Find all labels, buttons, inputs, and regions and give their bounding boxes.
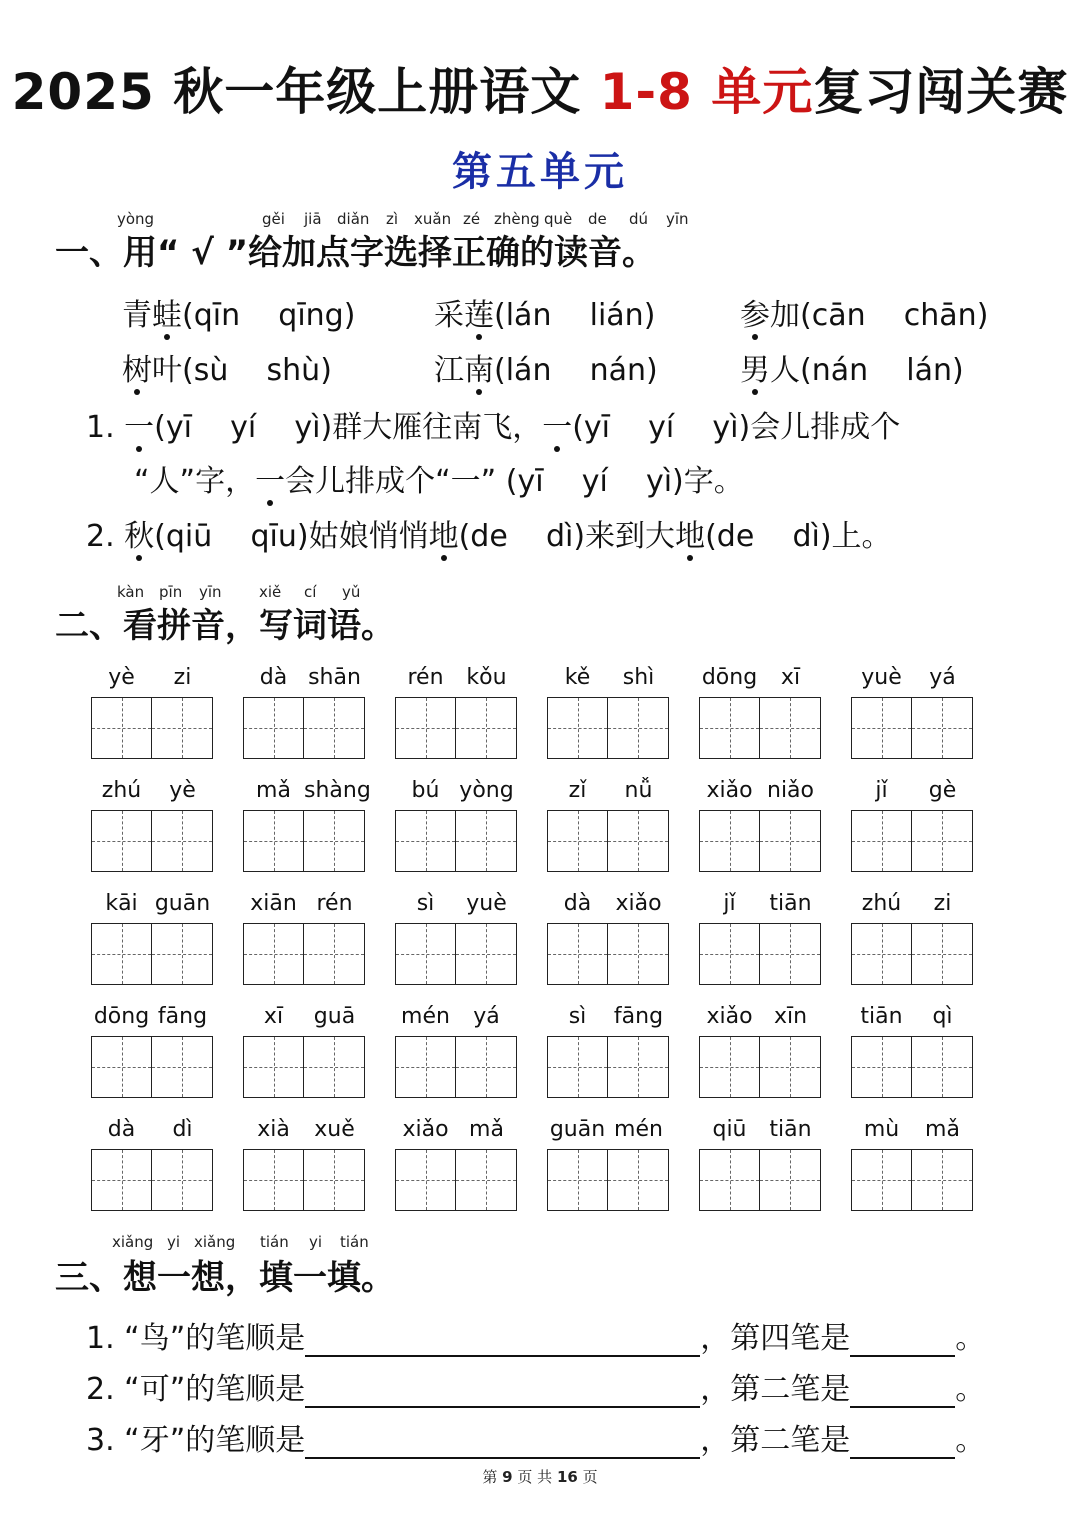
tianzige-box[interactable]: [547, 923, 669, 985]
syllable: yá: [929, 665, 956, 690]
syllable: dà: [107, 1117, 136, 1142]
word-pinyin: [851, 778, 973, 808]
syllable: sì: [568, 1004, 587, 1029]
tianzige-square[interactable]: [912, 924, 972, 984]
syllable: dōng: [93, 1004, 150, 1029]
word-pinyin: [699, 1117, 821, 1147]
word-pinyin: [243, 1117, 365, 1147]
syllable: yuè: [861, 665, 902, 690]
tianzige-square[interactable]: [912, 698, 972, 758]
syllable: rén: [407, 665, 444, 690]
tianzige-square[interactable]: [548, 811, 608, 871]
tianzige-box[interactable]: [243, 923, 365, 985]
word-writing-cell[interactable]: [851, 778, 973, 878]
tianzige-box[interactable]: [851, 810, 973, 872]
tianzige-square[interactable]: [304, 698, 364, 758]
syllable: fāng: [157, 1004, 208, 1029]
tianzige-square[interactable]: [852, 1037, 912, 1097]
word-pinyin: [91, 665, 213, 695]
word-writing-cell[interactable]: [851, 891, 973, 991]
word-writing-cell[interactable]: [243, 891, 365, 991]
word-writing-cell[interactable]: [395, 891, 517, 991]
word-writing-cell[interactable]: [91, 1004, 213, 1104]
reading-item: 青蛙(qīn qīng): [122, 290, 355, 334]
word-writing-cell[interactable]: [851, 1004, 973, 1104]
question-1-line-1: 1. 一(yī yí yì)群大雁往南飞，一(yī yí yì)会儿排成个: [86, 402, 900, 446]
syllable: xiǎo: [706, 1004, 753, 1029]
heading-pinyin: cí: [304, 583, 317, 601]
syllable: xiān: [250, 891, 297, 916]
heading-pinyin: kàn: [117, 583, 145, 601]
heading-pinyin: tián: [340, 1233, 369, 1251]
word-pinyin: [395, 891, 517, 921]
heading-pinyin: de: [588, 210, 607, 228]
tianzige-square[interactable]: [608, 698, 668, 758]
word-pinyin: [395, 665, 517, 695]
heading-pinyin: yòng: [117, 210, 155, 228]
syllable: guān: [549, 1117, 606, 1142]
syllable: xuě: [314, 1117, 355, 1142]
page-number: 第 9 页 共 16 页: [482, 1468, 598, 1486]
tianzige-box[interactable]: [91, 1149, 213, 1211]
heading-pinyin: yǔ: [342, 583, 361, 601]
tianzige-box[interactable]: [91, 697, 213, 759]
tianzige-square[interactable]: [700, 924, 760, 984]
tianzige-square[interactable]: [244, 698, 304, 758]
syllable: yuè: [466, 891, 507, 916]
tianzige-box[interactable]: [395, 1149, 517, 1211]
tianzige-square[interactable]: [92, 924, 152, 984]
heading-pinyin: diǎn: [337, 210, 370, 228]
tianzige-square[interactable]: [548, 1150, 608, 1210]
tianzige-box[interactable]: [395, 1036, 517, 1098]
heading-pinyin: dú: [629, 210, 649, 228]
tianzige-square[interactable]: [700, 1150, 760, 1210]
unit-subtitle: 第五单元: [452, 148, 628, 195]
word-pinyin: [91, 1004, 213, 1034]
syllable: rén: [316, 891, 353, 916]
tianzige-square[interactable]: [152, 811, 212, 871]
syllable: nǚ: [624, 778, 653, 803]
tianzige-square[interactable]: [608, 1150, 668, 1210]
tianzige-square[interactable]: [700, 1037, 760, 1097]
tianzige-square[interactable]: [396, 1037, 456, 1097]
word-writing-cell[interactable]: [547, 891, 669, 991]
tianzige-box[interactable]: [395, 810, 517, 872]
stroke-order-question: 2. “可”的笔顺是 ，第二笔是 。: [86, 1372, 986, 1407]
syllable: tiān: [769, 891, 812, 916]
heading-pinyin: xiǎng: [194, 1233, 236, 1251]
tianzige-box[interactable]: [851, 1036, 973, 1098]
tianzige-square[interactable]: [760, 811, 820, 871]
syllable: kǒu: [466, 665, 507, 690]
tianzige-square[interactable]: [152, 698, 212, 758]
word-writing-cell[interactable]: [395, 1004, 517, 1104]
syllable: qì: [932, 1004, 953, 1029]
syllable: xī: [780, 665, 801, 690]
syllable: fāng: [613, 1004, 664, 1029]
word-writing-cell[interactable]: [395, 665, 517, 765]
title-unit-range: 1-8 单元: [599, 63, 814, 121]
tianzige-box[interactable]: [699, 1036, 821, 1098]
heading-pinyin: jiā: [304, 210, 322, 228]
syllable: xià: [257, 1117, 290, 1142]
word-writing-cell[interactable]: [547, 1004, 669, 1104]
word-writing-cell[interactable]: [547, 665, 669, 765]
tianzige-square[interactable]: [852, 924, 912, 984]
tianzige-box[interactable]: [851, 1149, 973, 1211]
word-pinyin: [851, 665, 973, 695]
tianzige-square[interactable]: [852, 1150, 912, 1210]
syllable: mǎ: [256, 778, 291, 803]
word-pinyin: [395, 1117, 517, 1147]
answer-blank[interactable]: [305, 1376, 700, 1408]
syllable: guā: [313, 1004, 356, 1029]
tianzige-box[interactable]: [91, 923, 213, 985]
syllable: gè: [928, 778, 957, 803]
word-writing-cell[interactable]: [395, 778, 517, 878]
word-pinyin: [91, 778, 213, 808]
tianzige-square[interactable]: [456, 1150, 516, 1210]
tianzige-square[interactable]: [608, 924, 668, 984]
syllable: jǐ: [875, 778, 888, 803]
tianzige-square[interactable]: [760, 1150, 820, 1210]
syllable: xī: [263, 1004, 284, 1029]
syllable: xiǎo: [402, 1117, 449, 1142]
word-writing-cell[interactable]: [91, 891, 213, 991]
tianzige-box[interactable]: [547, 810, 669, 872]
tianzige-box[interactable]: [699, 810, 821, 872]
word-pinyin: [547, 1117, 669, 1147]
syllable: mén: [401, 1004, 450, 1029]
syllable: mù: [863, 1117, 900, 1142]
heading-pinyin: yi: [167, 1233, 181, 1251]
syllable: dōng: [701, 665, 758, 690]
word-pinyin: [91, 1117, 213, 1147]
syllable: yè: [108, 665, 135, 690]
word-pinyin: [547, 665, 669, 695]
syllable: niǎo: [767, 778, 814, 803]
tianzige-square[interactable]: [244, 1037, 304, 1097]
tianzige-square[interactable]: [244, 924, 304, 984]
heading-pinyin: xiě: [259, 583, 282, 601]
tianzige-square[interactable]: [760, 1037, 820, 1097]
tianzige-box[interactable]: [547, 1149, 669, 1211]
tianzige-square[interactable]: [608, 811, 668, 871]
tianzige-box[interactable]: [243, 697, 365, 759]
tianzige-square[interactable]: [152, 924, 212, 984]
word-writing-cell[interactable]: [699, 778, 821, 878]
tianzige-square[interactable]: [456, 811, 516, 871]
tianzige-square[interactable]: [852, 811, 912, 871]
answer-blank[interactable]: [305, 1325, 700, 1357]
heading-pinyin: zì: [386, 210, 399, 228]
reading-item: 参加(cān chān): [740, 290, 988, 334]
answer-blank[interactable]: [850, 1427, 955, 1459]
syllable: mǎ: [469, 1117, 504, 1142]
heading-pinyin: tián: [260, 1233, 289, 1251]
syllable: xīn: [773, 1004, 808, 1029]
syllable: tiān: [769, 1117, 812, 1142]
tianzige-box[interactable]: [547, 1036, 669, 1098]
syllable: sì: [416, 891, 435, 916]
word-pinyin: [395, 778, 517, 808]
heading-pinyin: xiǎng: [112, 1233, 154, 1251]
word-writing-cell[interactable]: [699, 1117, 821, 1217]
tianzige-square[interactable]: [608, 1037, 668, 1097]
tianzige-box[interactable]: [395, 697, 517, 759]
heading-pinyin: yīn: [666, 210, 689, 228]
tianzige-box[interactable]: [547, 697, 669, 759]
tianzige-square[interactable]: [700, 811, 760, 871]
syllable: mén: [614, 1117, 663, 1142]
word-writing-cell[interactable]: [243, 1117, 365, 1217]
word-writing-cell[interactable]: [243, 1004, 365, 1104]
syllable: yá: [473, 1004, 500, 1029]
heading-pinyin: yi: [309, 1233, 323, 1251]
word-writing-cell[interactable]: [851, 1117, 973, 1217]
answer-blank[interactable]: [305, 1427, 700, 1459]
reading-item: 江南(lán nán): [434, 345, 658, 389]
word-writing-cell[interactable]: [547, 1117, 669, 1217]
syllable: guān: [154, 891, 211, 916]
syllable: zhú: [861, 891, 902, 916]
heading-pinyin: zé: [463, 210, 481, 228]
tianzige-square[interactable]: [304, 1150, 364, 1210]
word-pinyin: [91, 891, 213, 921]
stroke-order-question: 3. “牙”的笔顺是 ，第二笔是 。: [86, 1423, 986, 1458]
tianzige-square[interactable]: [548, 1037, 608, 1097]
word-pinyin: [699, 778, 821, 808]
tianzige-box[interactable]: [91, 810, 213, 872]
word-writing-cell[interactable]: [699, 665, 821, 765]
word-writing-cell[interactable]: [243, 778, 371, 878]
tianzige-square[interactable]: [760, 924, 820, 984]
tianzige-box[interactable]: [699, 923, 821, 985]
tianzige-square[interactable]: [244, 811, 304, 871]
tianzige-box[interactable]: [243, 810, 365, 872]
syllable: dì: [172, 1117, 193, 1142]
question-2: 2. 秋(qiū qīu)姑娘悄悄地(de dì)来到大地(de dì)上。: [86, 511, 892, 555]
syllable: xiǎo: [706, 778, 753, 803]
tianzige-box[interactable]: [243, 1036, 365, 1098]
word-writing-cell[interactable]: [547, 778, 669, 878]
syllable: shān: [308, 665, 361, 690]
syllable: dà: [563, 891, 592, 916]
page-title: 2025 秋一年级上册语文 1-8 单元复习闯关赛: [11, 63, 1069, 121]
word-pinyin: [851, 1117, 973, 1147]
tianzige-square[interactable]: [152, 1037, 212, 1097]
reading-item: 男人(nán lán): [740, 345, 964, 389]
tianzige-box[interactable]: [851, 697, 973, 759]
tianzige-square[interactable]: [304, 1037, 364, 1097]
answer-blank[interactable]: [850, 1376, 955, 1408]
tianzige-square[interactable]: [92, 698, 152, 758]
word-pinyin: [243, 778, 371, 808]
word-pinyin: [851, 1004, 973, 1034]
word-writing-cell[interactable]: [851, 665, 973, 765]
tianzige-square[interactable]: [396, 1150, 456, 1210]
word-pinyin: [243, 1004, 365, 1034]
tianzige-box[interactable]: [699, 697, 821, 759]
tianzige-square[interactable]: [456, 1037, 516, 1097]
stroke-order-question: 1. “鸟”的笔顺是 ，第四笔是 。: [86, 1321, 986, 1356]
syllable: qiū: [712, 1117, 747, 1142]
tianzige-square[interactable]: [396, 698, 456, 758]
word-writing-cell[interactable]: [243, 665, 365, 765]
tianzige-square[interactable]: [92, 1150, 152, 1210]
reading-item: 采莲(lán lián): [434, 290, 655, 334]
syllable: zhú: [101, 778, 142, 803]
tianzige-box[interactable]: [699, 1149, 821, 1211]
tianzige-box[interactable]: [851, 923, 973, 985]
syllable: kāi: [105, 891, 138, 916]
word-pinyin: [243, 891, 365, 921]
word-writing-cell[interactable]: [699, 1004, 821, 1104]
heading-pinyin: xuǎn: [414, 210, 452, 228]
word-pinyin: [699, 1004, 821, 1034]
tianzige-square[interactable]: [304, 811, 364, 871]
tianzige-square[interactable]: [548, 698, 608, 758]
question-1-line-2: “人”字，一会儿排成个“一” (yī yí yì)字。: [134, 456, 744, 500]
word-pinyin: [851, 891, 973, 921]
word-writing-cell[interactable]: [91, 665, 213, 765]
word-pinyin: [547, 1004, 669, 1034]
section-2-heading: 二、看拼音，写词语。: [55, 606, 395, 646]
section-3-heading: 三、想一想，填一填。: [55, 1258, 395, 1298]
heading-pinyin: zhèng: [494, 210, 540, 228]
tianzige-square[interactable]: [396, 924, 456, 984]
word-writing-cell[interactable]: [699, 891, 821, 991]
word-pinyin: [547, 778, 669, 808]
tianzige-box[interactable]: [395, 923, 517, 985]
syllable: yè: [169, 778, 196, 803]
syllable: shàng: [304, 778, 371, 803]
word-pinyin: [699, 891, 821, 921]
word-writing-cell[interactable]: [91, 778, 213, 878]
tianzige-square[interactable]: [700, 698, 760, 758]
syllable: yòng: [459, 778, 514, 803]
syllable: dà: [259, 665, 288, 690]
section-1-heading: 一、用“ √ ”给加点字选择正确的读音。: [55, 233, 657, 273]
tianzige-square[interactable]: [912, 1150, 972, 1210]
tianzige-square[interactable]: [244, 1150, 304, 1210]
tianzige-square[interactable]: [456, 924, 516, 984]
tianzige-box[interactable]: [243, 1149, 365, 1211]
tianzige-square[interactable]: [456, 698, 516, 758]
heading-pinyin: què: [544, 210, 573, 228]
syllable: zi: [173, 665, 192, 690]
heading-pinyin: pīn: [159, 583, 183, 601]
syllable: tiān: [860, 1004, 903, 1029]
answer-blank[interactable]: [850, 1325, 955, 1357]
syllable: zi: [933, 891, 952, 916]
tianzige-square[interactable]: [912, 1037, 972, 1097]
tianzige-square[interactable]: [548, 924, 608, 984]
word-pinyin: [395, 1004, 517, 1034]
heading-pinyin: gěi: [262, 210, 285, 228]
syllable: zǐ: [568, 778, 587, 803]
word-pinyin: [699, 665, 821, 695]
syllable: mǎ: [925, 1117, 960, 1142]
tianzige-square[interactable]: [852, 698, 912, 758]
syllable: bú: [411, 778, 440, 803]
word-writing-cell[interactable]: [91, 1117, 213, 1217]
heading-pinyin: yīn: [199, 583, 222, 601]
word-writing-cell[interactable]: [395, 1117, 517, 1217]
tianzige-square[interactable]: [92, 1037, 152, 1097]
tianzige-square[interactable]: [92, 811, 152, 871]
tianzige-square[interactable]: [912, 811, 972, 871]
syllable: jǐ: [723, 891, 736, 916]
tianzige-square[interactable]: [304, 924, 364, 984]
syllable: xiǎo: [615, 891, 662, 916]
tianzige-square[interactable]: [152, 1150, 212, 1210]
reading-item: 树叶(sù shù): [122, 345, 332, 389]
word-pinyin: [243, 665, 365, 695]
syllable: shì: [622, 665, 655, 690]
word-pinyin: [547, 891, 669, 921]
tianzige-square[interactable]: [760, 698, 820, 758]
tianzige-square[interactable]: [396, 811, 456, 871]
tianzige-box[interactable]: [91, 1036, 213, 1098]
syllable: kě: [564, 665, 591, 690]
